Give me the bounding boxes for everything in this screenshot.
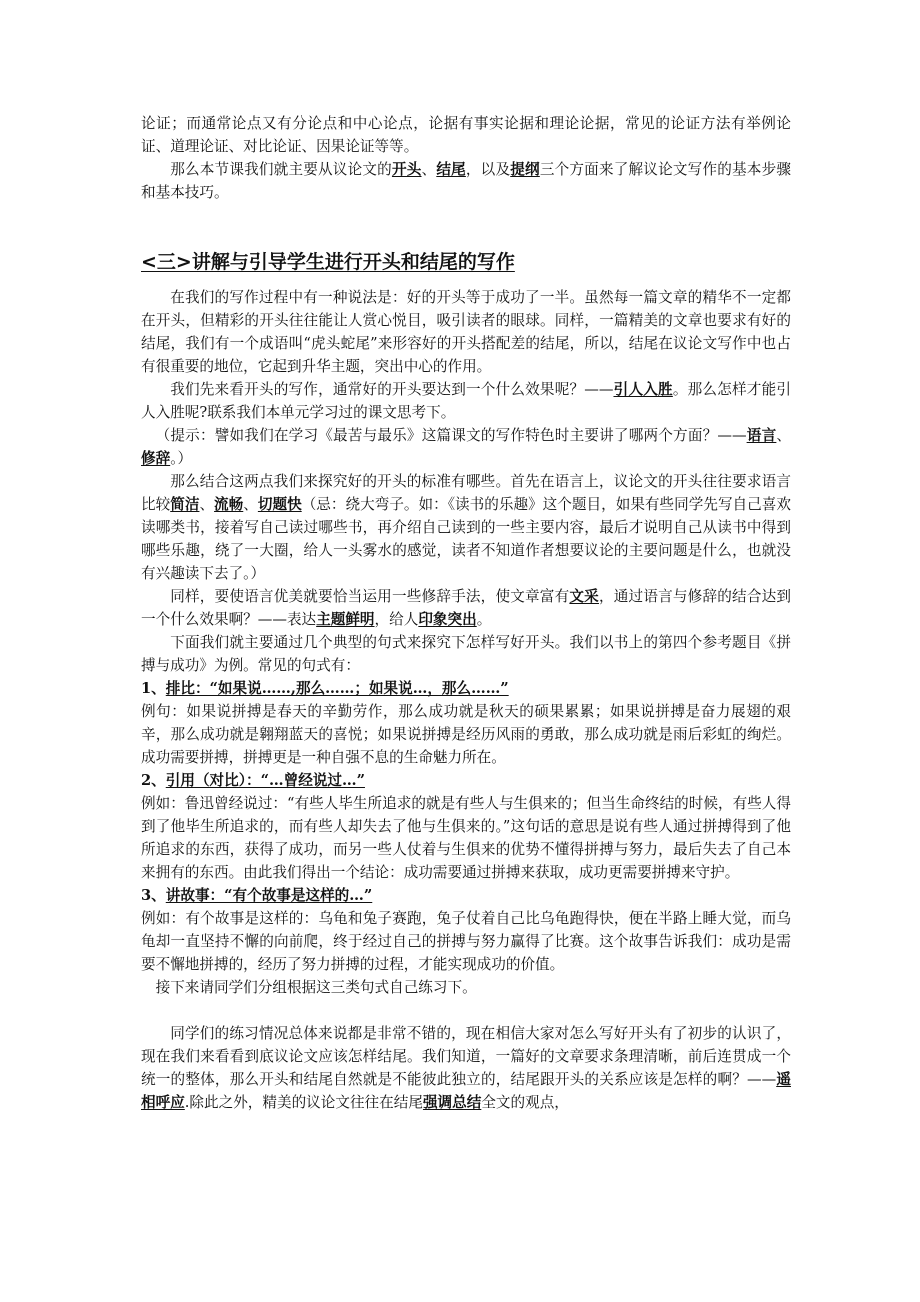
paragraph-opening-effect: 我们先来看开头的写作，通常好的开头要达到一个什么效果呢？——引人入胜。那么怎样才能引人入胜呢?联系我们本单元学习过的课文思考下。 <box>141 381 791 421</box>
paragraph-hint: （提示：譬如我们在学习《最苦与最乐》这篇课文的写作特色时主要讲了哪两个方面？——语言、修辞。） <box>141 427 791 467</box>
keyword: 引人入胜 <box>613 381 673 398</box>
intro-line: 论证；而通常论点又有分论点和中心论点，论据有事实论据和理论论据，常见的论证方法有举例论证、道理论证、对比论证、因果论证等等。 <box>141 115 791 155</box>
paragraph-rhetoric: 同样，要使语言优美就要恰当运用一些修辞手法，使文章富有文采，通过语言与修辞的结合达到一个什么效果啊？——表达主题鲜明，给人印象突出。 <box>141 588 791 628</box>
keyword: 切题快 <box>257 496 302 513</box>
keyword: 结尾 <box>436 161 466 178</box>
pattern-example-story: 例如：有个故事是这样的：乌龟和兔子赛跑，兔子仗着自己比乌龟跑得快，便在半路上睡大觉，而乌龟却一直坚持不懈的向前爬，终于经过自己的拼搏与努力赢得了比赛。这个故事告诉我们：成功是需要不懈地拼搏的，经历了努力拼搏的过程，才能实现成功的价值。 <box>141 910 791 973</box>
keyword: 遥相呼应 <box>141 1071 791 1111</box>
keyword: 语言 <box>746 427 777 444</box>
keyword: 文采 <box>569 588 599 605</box>
paragraph-ending: 同学们的练习情况总体来说都是非常不错的，现在相信大家对怎么写好开头有了初步的认识了，现在我们来看看到底议论文应该怎样结尾。我们知道，一篇好的文章要求条理清晰，前后连贯成一个统一的整体，那么开头和结尾自然就是不能彼此独立的，结尾跟开头的关系应该是怎样的啊？——遥相呼应.除此之外，精美的议论文往往在结尾强调总结全文的观点， <box>141 1025 791 1111</box>
pattern-heading-parallelism: 1、排比：“如果说……,那么……；如果说…，那么……” <box>141 680 509 697</box>
paragraph-opening-importance: 在我们的写作过程中有一种说法是：好的开头等于成功了一半。虽然每一篇文章的精华不一定都在开头，但精彩的开头往往能让人赏心悦目，吸引读者的眼球。同样，一篇精美的文章也要求有好的结尾，我们有一个成语叫“虎头蛇尾”来形容好的开头搭配差的结尾，所以，结尾在议论文写作中也占有很重要的地位，它起到升华主题，突出中心的作用。 <box>141 289 791 375</box>
paragraph-language: 那么结合这两点我们来探究好的开头的标准有哪些。首先在语言上，议论文的开头往往要求语言比较简洁、流畅、切题快（忌：绕大弯子。如：《读书的乐趣》这个题目，如果有些同学先写自己喜欢读哪类书，接着写自己读过哪些书，再介绍自己读到的一些主要内容，最后才说明自己从读书中得到哪些乐趣，绕了一大圈，给人一头雾水的感觉，读者不知道作者想要议论的主要问题是什么，也就没有兴趣读下去了。） <box>141 473 791 582</box>
keyword: 开头 <box>391 161 422 178</box>
keyword: 提纲 <box>510 161 540 178</box>
blank-line <box>141 999 791 1022</box>
keyword: 流畅 <box>214 496 244 513</box>
section-heading: <三>讲解与引导学生进行开头和结尾的写作 <box>141 251 515 273</box>
paragraph-sentence-patterns: 下面我们就主要通过几个典型的句式来探究下怎样写好开头。我们以书上的第四个参考题目《拼搏与成功》为例。常见的句式有： <box>141 634 791 674</box>
keyword: 印象突出 <box>418 611 477 628</box>
keyword: 修辞 <box>141 450 171 467</box>
keyword: 简洁 <box>170 496 200 513</box>
document-page <box>141 112 791 1114</box>
intro-paragraph: 那么本节课我们就主要从议论文的开头、结尾，以及提纲三个方面来了解议论文写作的基本步骤和基本技巧。 <box>141 161 791 201</box>
paragraph-practice: 接下来请同学们分组根据这三类句式自己练习下。 <box>155 979 477 996</box>
pattern-heading-quotation: 2、引用（对比）：“…曾经说过…” <box>141 772 365 789</box>
keyword: 主题鲜明 <box>316 611 375 628</box>
pattern-heading-story: 3、讲故事：“有个故事是这样的…” <box>141 887 373 904</box>
pattern-example-parallelism: 例句：如果说拼搏是春天的辛勤劳作，那么成功就是秋天的硕果累累；如果说拼搏是奋力展翅的艰辛，那么成功就是翱翔蓝天的喜悦；如果说拼搏是经历风雨的勇敢，那么成功就是雨后彩虹的绚烂。成功需要拼搏，拼搏更是一种自强不息的生命魅力所在。 <box>141 703 791 766</box>
keyword: 强调总结 <box>422 1094 482 1111</box>
pattern-example-quotation: 例如：鲁迅曾经说过：“有些人毕生所追求的就是有些人与生俱来的；但当生命终结的时候，有些人得到了他毕生所追求的，而有些人却失去了他与生俱来的。”这句话的意思是说有些人通过拼搏得到了他所追求的东西，获得了成功，而另一些人仗着与生俱来的优势不懂得拼搏与努力，最后失去了自己本来拥有的东西。由此我们得出一个结论：成功需要通过拼搏来获取，成功更需要拼搏来守护。 <box>141 795 791 881</box>
